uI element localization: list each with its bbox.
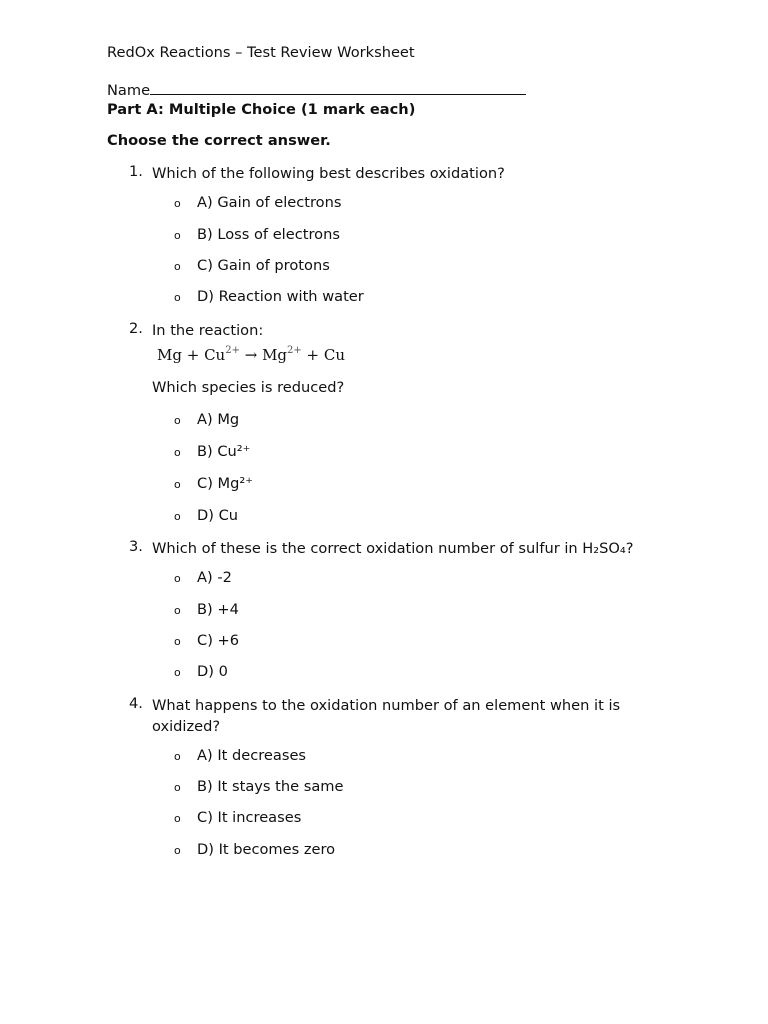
- option-text: D) It becomes zero: [197, 841, 336, 858]
- option-text: C) Mg²⁺: [197, 475, 253, 492]
- bullet-icon: o: [174, 750, 181, 763]
- question-number: 4.: [129, 695, 143, 712]
- question-text: What happens to the oxidation number of an element when it is oxidized?: [152, 697, 621, 735]
- option-text: D) Reaction with water: [197, 288, 364, 305]
- instructions: Choose the correct answer.: [107, 132, 331, 149]
- option-text: C) +6: [197, 632, 240, 649]
- bullet-icon: o: [174, 635, 181, 648]
- equation-charge: 2+: [287, 345, 302, 356]
- option-text: A) -2: [197, 569, 232, 586]
- bullet-icon: o: [174, 229, 181, 242]
- bullet-icon: o: [174, 291, 181, 304]
- bullet-icon: o: [174, 781, 181, 794]
- bullet-icon: o: [174, 604, 181, 617]
- name-field[interactable]: [107, 80, 526, 99]
- option-text: A) It decreases: [197, 747, 307, 764]
- question-number: 3.: [129, 538, 143, 555]
- bullet-icon: o: [174, 510, 181, 523]
- worksheet-title: RedOx Reactions – Test Review Worksheet: [107, 44, 415, 61]
- option-text: D) 0: [197, 663, 228, 680]
- question-text: Which of the following best describes oxidation?: [152, 165, 505, 182]
- question-number: 1.: [129, 163, 143, 180]
- bullet-icon: o: [174, 844, 181, 857]
- reaction-equation: [157, 345, 345, 364]
- equation-product: Mg: [262, 346, 288, 364]
- bullet-icon: o: [174, 478, 181, 491]
- option-text: B) +4: [197, 601, 239, 618]
- bullet-icon: o: [174, 572, 181, 585]
- part-heading: Part A: Multiple Choice (1 mark each): [107, 101, 416, 118]
- question-text: In the reaction:: [152, 322, 264, 339]
- name-blank-line[interactable]: [150, 80, 526, 95]
- equation-product: + Cu: [301, 346, 346, 364]
- option-text: B) Cu²⁺: [197, 443, 251, 460]
- bullet-icon: o: [174, 666, 181, 679]
- option-text: A) Gain of electrons: [197, 194, 342, 211]
- option-text: D) Cu: [197, 507, 239, 524]
- bullet-icon: o: [174, 446, 181, 459]
- question-followup: Which species is reduced?: [152, 379, 345, 396]
- option-text: B) It stays the same: [197, 778, 344, 795]
- bullet-icon: o: [174, 414, 181, 427]
- equation-arrow: →: [239, 346, 263, 364]
- equation-charge: 2+: [225, 345, 240, 356]
- option-text: C) It increases: [197, 809, 302, 826]
- bullet-icon: o: [174, 197, 181, 210]
- name-label: Name: [107, 82, 151, 99]
- question-number: 2.: [129, 320, 143, 337]
- option-text: A) Mg: [197, 411, 240, 428]
- question-text: Which of these is the correct oxidation number of sulfur in H₂SO₄?: [152, 540, 634, 557]
- bullet-icon: o: [174, 260, 181, 273]
- equation-reactant: Mg + Cu: [157, 346, 226, 364]
- bullet-icon: o: [174, 812, 181, 825]
- option-text: B) Loss of electrons: [197, 226, 340, 243]
- option-text: C) Gain of protons: [197, 257, 330, 274]
